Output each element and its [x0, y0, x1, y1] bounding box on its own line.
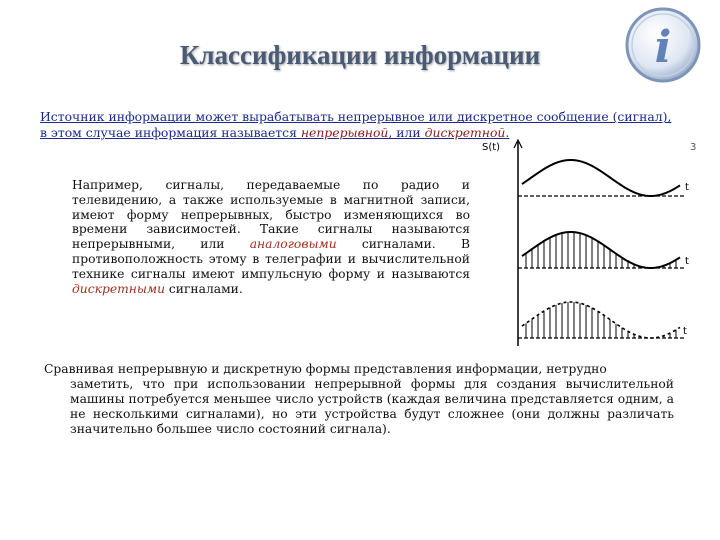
term-analog: аналоговыми	[249, 237, 337, 252]
keyword-continuous: непрерывной	[300, 125, 389, 141]
sampled-signal-curve	[522, 232, 680, 268]
continuous-signal-curve	[522, 160, 680, 196]
discrete-signal-stems	[526, 302, 676, 338]
corner-label: 3	[690, 142, 697, 153]
comparison-line1: Сравнивая непрерывную и дискретную формы представления информации, нетрудно	[44, 362, 607, 376]
logo-glyph: i	[654, 22, 672, 73]
time-label-1: t	[685, 182, 689, 193]
time-label-3: t	[683, 326, 687, 337]
intro-text-mid: , или	[388, 125, 425, 141]
comparison-rest: заметить, что при использовании непрерывной формы для создания вычислительной машины потребуется меньшее число устройств (каждая величина представляется одним, а не несколькими сигналами), но эти устройства будут сложнее (они должны различать значительно большее число состояний сигнала).	[70, 377, 674, 436]
term-discrete: дискретными	[72, 281, 165, 296]
signal-diagram	[480, 134, 710, 354]
info-icon	[622, 4, 704, 86]
intro-text-end: .	[505, 125, 510, 141]
example-part3: сигналами.	[164, 281, 243, 296]
discrete-signal-envelope	[522, 302, 680, 338]
comparison-paragraph	[44, 362, 674, 437]
example-paragraph	[72, 178, 470, 296]
y-axis-label: S(t)	[482, 142, 501, 153]
time-label-2: t	[685, 256, 689, 267]
page-title: Классификации информации	[179, 40, 541, 70]
example-part1: Например, сигналы, передаваемые по радио и телевидению, а также используемые в магнитной записи, имеют форму непрерывных, быстро изменяющихся во времени зависимостей. Такие сигналы называются непрерывными, или	[72, 178, 470, 252]
keyword-discrete: дискретной	[424, 125, 506, 141]
intro-text-before: Источник информации может вырабатывать непрерывное или дискретное сообщение (сигнал), в этом случае информация называется	[40, 109, 672, 141]
example-part2: сигналами. В противоположность этому в телеграфии и вычислительной технике сигналы имеют импульсную форму и называются	[72, 237, 470, 281]
